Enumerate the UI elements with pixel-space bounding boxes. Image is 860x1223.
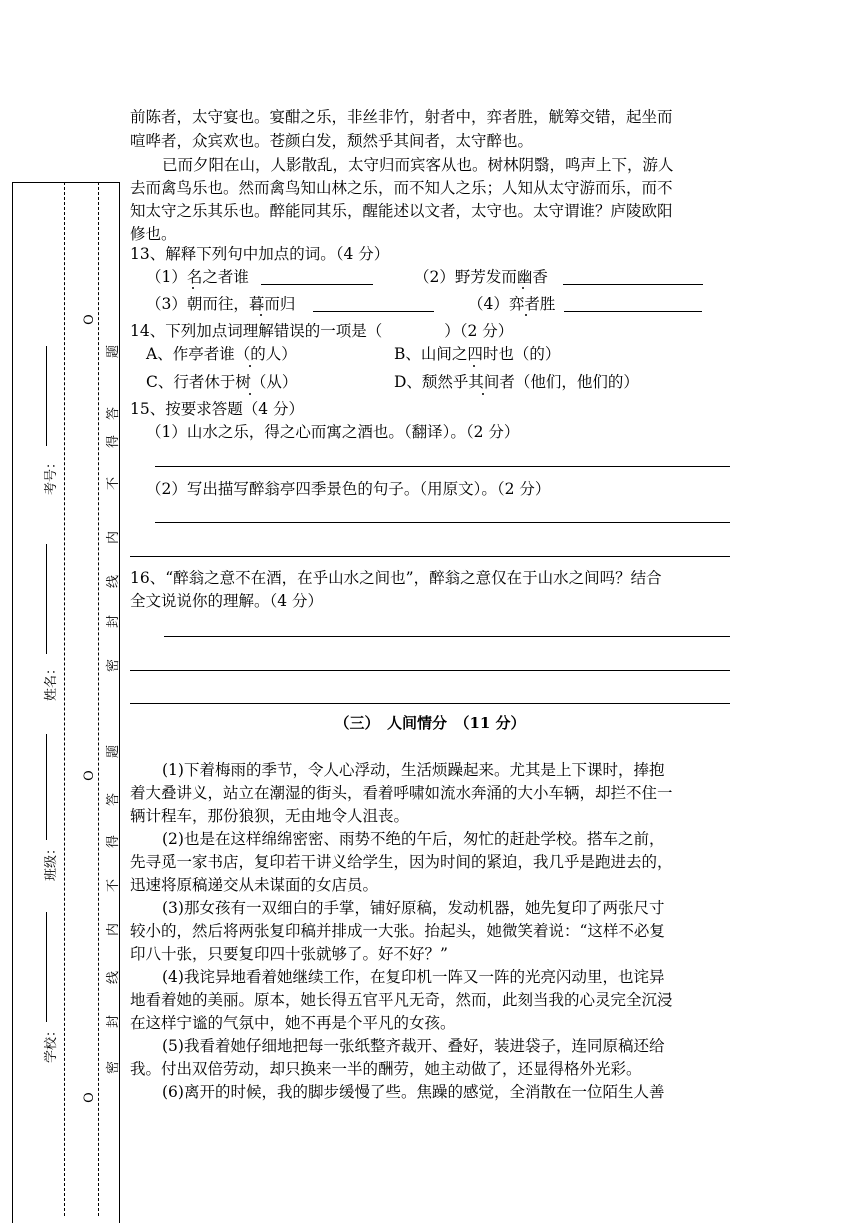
option-d[interactable]: D、颓然乎其间者（他们，他们的） bbox=[394, 373, 639, 391]
passage-line: 知太守之乐其乐也。醉能同其乐，醒能述以文者，太守也。太守谓谁？庐陵欧阳 bbox=[130, 202, 673, 220]
answer-line[interactable] bbox=[130, 556, 730, 557]
field-kaohao-blank[interactable] bbox=[46, 346, 47, 446]
question-title: 13、解释下列句中加点的词。（4 分） bbox=[130, 245, 390, 263]
question-title: 14、下列加点词理解错误的一项是（ ）（2 分） bbox=[130, 322, 514, 340]
emphasis-dot bbox=[249, 365, 251, 367]
seal-char: 封 bbox=[106, 614, 122, 629]
field-xingming-blank[interactable] bbox=[46, 544, 47, 654]
emphasis-dot bbox=[522, 287, 524, 289]
emphasis-dot bbox=[192, 287, 194, 289]
field-banji-label: 班级： bbox=[44, 841, 60, 882]
dashed-line-left bbox=[64, 182, 65, 1216]
paragraph-line: (5)我看着她仔细地把每一张纸整齐裁开、叠好，装进袋子，连同原稿还给 bbox=[162, 1037, 665, 1055]
paragraph-line: (6)离开的时候，我的脚步缓慢了些。焦躁的感觉，全消散在一位陌生人善 bbox=[162, 1083, 665, 1101]
question-title: 15、按要求答题（4 分） bbox=[130, 400, 305, 418]
emphasis-dot bbox=[249, 393, 251, 395]
seal-char: 答 bbox=[106, 406, 122, 421]
field-xuexiao-label: 学校： bbox=[44, 1023, 60, 1064]
circle-mark: O bbox=[81, 314, 97, 325]
seal-char: 题 bbox=[106, 744, 122, 759]
field-banji-blank[interactable] bbox=[46, 734, 47, 840]
paragraph-line: 在这样宁谧的气氛中，她不再是个平凡的女孩。 bbox=[130, 1014, 456, 1032]
paragraph-line: (4)我诧异地看着她继续工作，在复印机一阵又一阵的光亮闪动里，也诧异 bbox=[162, 968, 665, 986]
paragraph-line: 印八十张，只要复印四十张就够了。好不好？” bbox=[130, 945, 448, 963]
answer-blank[interactable] bbox=[313, 311, 434, 312]
paragraph-line: 我。付出双倍劳动，却只换来一半的酬劳，她主动做了，还显得格外光彩。 bbox=[130, 1060, 642, 1078]
option-b[interactable]: B、山间之四时也（的） bbox=[394, 345, 561, 363]
seal-char: 密 bbox=[106, 1060, 122, 1075]
answer-blank[interactable] bbox=[564, 311, 702, 312]
answer-line[interactable] bbox=[130, 703, 730, 704]
option-c[interactable]: C、行者休于树（从） bbox=[146, 373, 298, 391]
answer-line[interactable] bbox=[130, 670, 730, 671]
passage-line: 修也。 bbox=[130, 225, 177, 243]
field-xingming-label: 姓名： bbox=[44, 661, 60, 702]
passage-line: 已而夕阳在山，人影散乱，太守归而宾客从也。树林阴翳，鸣声上下，游人 bbox=[162, 156, 674, 174]
seal-char: 内 bbox=[106, 922, 122, 937]
seal-char: 线 bbox=[106, 970, 122, 985]
emphasis-dot bbox=[525, 314, 527, 316]
option-a[interactable]: A、作亭者谁（的人） bbox=[146, 345, 297, 363]
paragraph-line: (2)也是在这样绵绵密密、雨势不绝的午后，匆忙的赶赴学校。搭车之前， bbox=[162, 830, 665, 848]
seal-char: 封 bbox=[106, 1014, 122, 1029]
circle-mark: O bbox=[81, 1092, 97, 1103]
seal-char: 得 bbox=[106, 434, 122, 449]
paragraph-line: 较小的，然后将两张复印稿并排成一大张。抬起头，她微笑着说：“这样不必复 bbox=[130, 922, 665, 940]
passage-line: 前陈者，太守宴也。宴酣之乐，非丝非竹，射者中，弈者胜，觥筹交错，起坐而 bbox=[130, 108, 673, 126]
emphasis-dot bbox=[260, 314, 262, 316]
paragraph-line: 着大叠讲义，站立在潮湿的街头，看着呼啸如流水奔涌的大小车辆，却拦不住一 bbox=[130, 784, 673, 802]
passage-line: 喧哗者，众宾欢也。苍颜白发，颓然乎其间者，太守醉也。 bbox=[130, 132, 534, 150]
seal-char: 不 bbox=[106, 476, 122, 491]
question-line: 全文说说你的理解。（4 分） bbox=[130, 592, 324, 610]
paragraph-line: 先寻觅一家书店，复印若干讲义给学生，因为时间的紧迫，我几乎是跑进去的， bbox=[130, 853, 673, 871]
q13-item-4: （4）弈者胜 bbox=[468, 295, 556, 313]
passage-line: 去而禽鸟乐也。然而禽鸟知山林之乐，而不知人之乐；人知从太守游而乐，而不 bbox=[130, 179, 673, 197]
answer-line[interactable] bbox=[155, 466, 730, 467]
emphasis-dot bbox=[482, 393, 484, 395]
field-xuexiao-blank[interactable] bbox=[46, 912, 47, 1022]
answer-line[interactable] bbox=[164, 636, 730, 637]
seal-char: 密 bbox=[106, 658, 122, 673]
answer-blank[interactable] bbox=[563, 284, 703, 285]
seal-char: 题 bbox=[106, 344, 122, 359]
field-kaohao-label: 考号： bbox=[44, 455, 60, 496]
paragraph-line: (1)下着梅雨的季节，令人心浮动，生活烦躁起来。尤其是上下课时，捧抱 bbox=[162, 761, 665, 779]
dashed-line-right bbox=[98, 182, 99, 1216]
q15-item-2: （2）写出描写醉翁亭四季景色的句子。（用原文）。（2 分） bbox=[146, 480, 551, 498]
answer-blank[interactable] bbox=[261, 284, 373, 285]
q13-item-1: （1）名之者谁 bbox=[146, 268, 249, 286]
seal-char: 线 bbox=[106, 574, 122, 589]
circle-mark: O bbox=[81, 770, 97, 781]
seal-char: 答 bbox=[106, 792, 122, 807]
paragraph-line: (3)那女孩有一双细白的手掌，铺好原稿，发动机器，她先复印了两张尺寸 bbox=[162, 899, 665, 917]
seal-char: 得 bbox=[106, 834, 122, 849]
q13-item-2: （2）野芳发而幽香 bbox=[414, 268, 548, 286]
paragraph-line: 地看着她的美丽。原本，她长得五官平凡无奇，然而，此刻当我的心灵完全沉浸 bbox=[130, 991, 673, 1009]
answer-line[interactable] bbox=[155, 522, 730, 523]
paragraph-line: 辆计程车，那份狼狈，无由地令人沮丧。 bbox=[130, 807, 410, 825]
q15-item-1: （1）山水之乐，得之心而寓之酒也。（翻译）。（2 分） bbox=[146, 423, 520, 441]
seal-char: 内 bbox=[106, 530, 122, 545]
question-line: 16、“醉翁之意不在酒，在乎山水之间也”，醉翁之意仅在于山水之间吗？结合 bbox=[130, 569, 662, 587]
emphasis-dot bbox=[473, 365, 475, 367]
seal-char: 不 bbox=[106, 878, 122, 893]
q13-item-3: （3）朝而往，暮而归 bbox=[146, 295, 296, 313]
paragraph-line: 迅速将原稿递交从未谋面的女店员。 bbox=[130, 876, 379, 894]
section-title: （三） 人间情分 （11 分） bbox=[334, 714, 526, 732]
